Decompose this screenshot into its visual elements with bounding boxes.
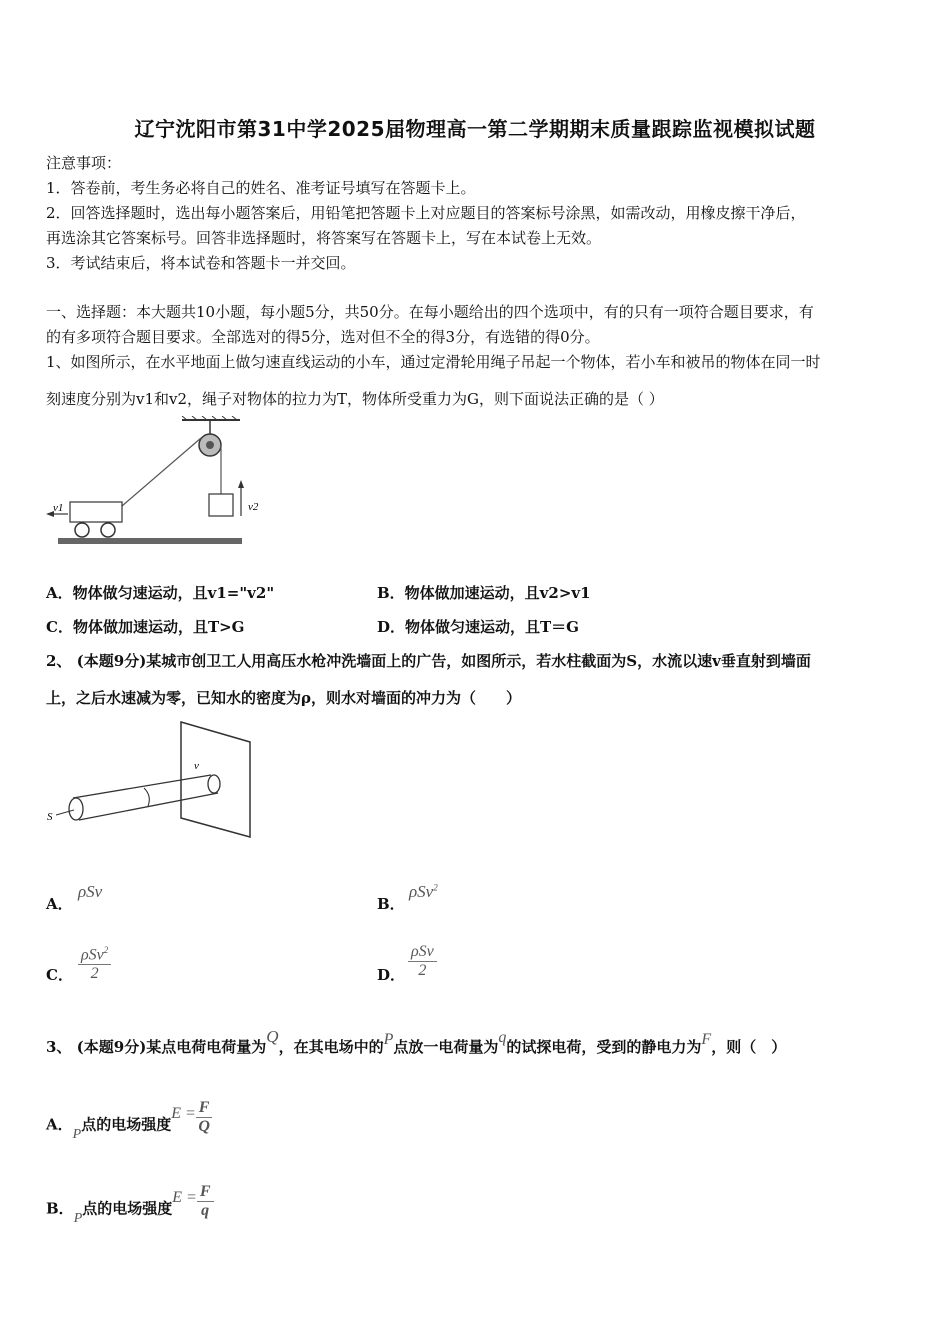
q1-figure-v2-label: v2 xyxy=(248,501,259,513)
q2-option-c-expr: $\frac{\rho Sv^2}{2}$ xyxy=(78,941,111,983)
q1-stem-1: 1、如图所示，在水平地面上做匀速直线运动的小车，通过定滑轮用绳子吊起一个物体，若小车和被吊的物体在同一时 xyxy=(46,353,821,371)
q2-option-d-expr: $\frac{\text{ρSv}}{2}$ xyxy=(408,943,437,980)
page-title: 辽宁沈阳市第31中学2025届物理高一第二学期期末质量跟踪监视模拟试题 xyxy=(134,117,816,141)
notice-item-2b: 再选涂其它答案标号。回答非选择题时，将答案写在答题卡上，写在本试卷上无效。 xyxy=(46,229,602,247)
section-intro-2: 的有多项符合题目要求。全部选对的得5分，选对但不全的得3分，有选错的得0分。 xyxy=(46,328,600,346)
q2-option-a-label: A． xyxy=(46,895,73,913)
notice-item-3: 3．考试结束后，将本试卷和答题卡一并交回。 xyxy=(46,254,356,272)
section-intro-1: 一、选择题：本大题共10小题，每小题5分，共50分。在每小题给出的四个选项中，有的只有一项符合题目要求，有 xyxy=(46,303,814,321)
q2-option-d-label: D． xyxy=(377,966,406,984)
q2-stem-2: 上，之后水速减为零，已知水的密度为ρ，则水对墙面的冲力为（ ） xyxy=(46,689,521,707)
q2-stem-1: 2、 (本题9分)某城市创卫工人用高压水枪冲洗墙面上的广告，如图所示，若水柱截面为S，水流以速v垂直射到墙面 xyxy=(46,652,811,670)
q1-option-d: D．物体做匀速运动，且T＝G xyxy=(377,618,579,636)
notice-item-1: 1．答卷前，考生务必将自己的姓名、准考证号填写在答题卡上。 xyxy=(46,179,476,197)
q1-option-b: B．物体做加速运动，且v2>v1 xyxy=(377,584,591,602)
q1-stem-2: 刻速度分别为v1和v2，绳子对物体的拉力为T，物体所受重力为G，则下面说法正确的是（ ） xyxy=(46,390,664,408)
q1-option-a: A．物体做匀速运动，且v1="v2" xyxy=(46,584,275,602)
q2-figure xyxy=(44,718,264,842)
q3-option-a: A．P点的电场强度E = $\frac{F}{Q}$ xyxy=(46,1107,212,1144)
notice-item-2a: 2．回答选择题时，选出每小题答案后，用铅笔把答题卡上对应题目的答案标号涂黑，如需改动，用橡皮擦干净后， xyxy=(46,204,806,222)
q2-option-b-label: B． xyxy=(377,895,405,913)
q1-figure xyxy=(44,416,284,551)
q2-option-c-label: C． xyxy=(46,966,73,984)
notice-heading: 注意事项： xyxy=(46,154,122,172)
q2-option-a-expr: ρSv xyxy=(78,882,103,901)
q1-figure-v1-label: v1 xyxy=(53,502,64,514)
q3-option-b: B．P点的电场强度E = $\frac{F}{q}$ xyxy=(46,1191,214,1228)
q3-stem: 3、 (本题9分)某点电荷电荷量为Q，在其电场中的P点放一电荷量为q的试探电荷，受到的静电力为F，则（ ） xyxy=(46,1027,787,1056)
q2-figure-v-label: v xyxy=(194,760,199,772)
q1-option-c: C．物体做加速运动，且T>G xyxy=(46,618,245,636)
q2-figure-s-label: S xyxy=(47,811,53,823)
q2-option-b-expr: ρSv$^2$ xyxy=(409,882,438,901)
